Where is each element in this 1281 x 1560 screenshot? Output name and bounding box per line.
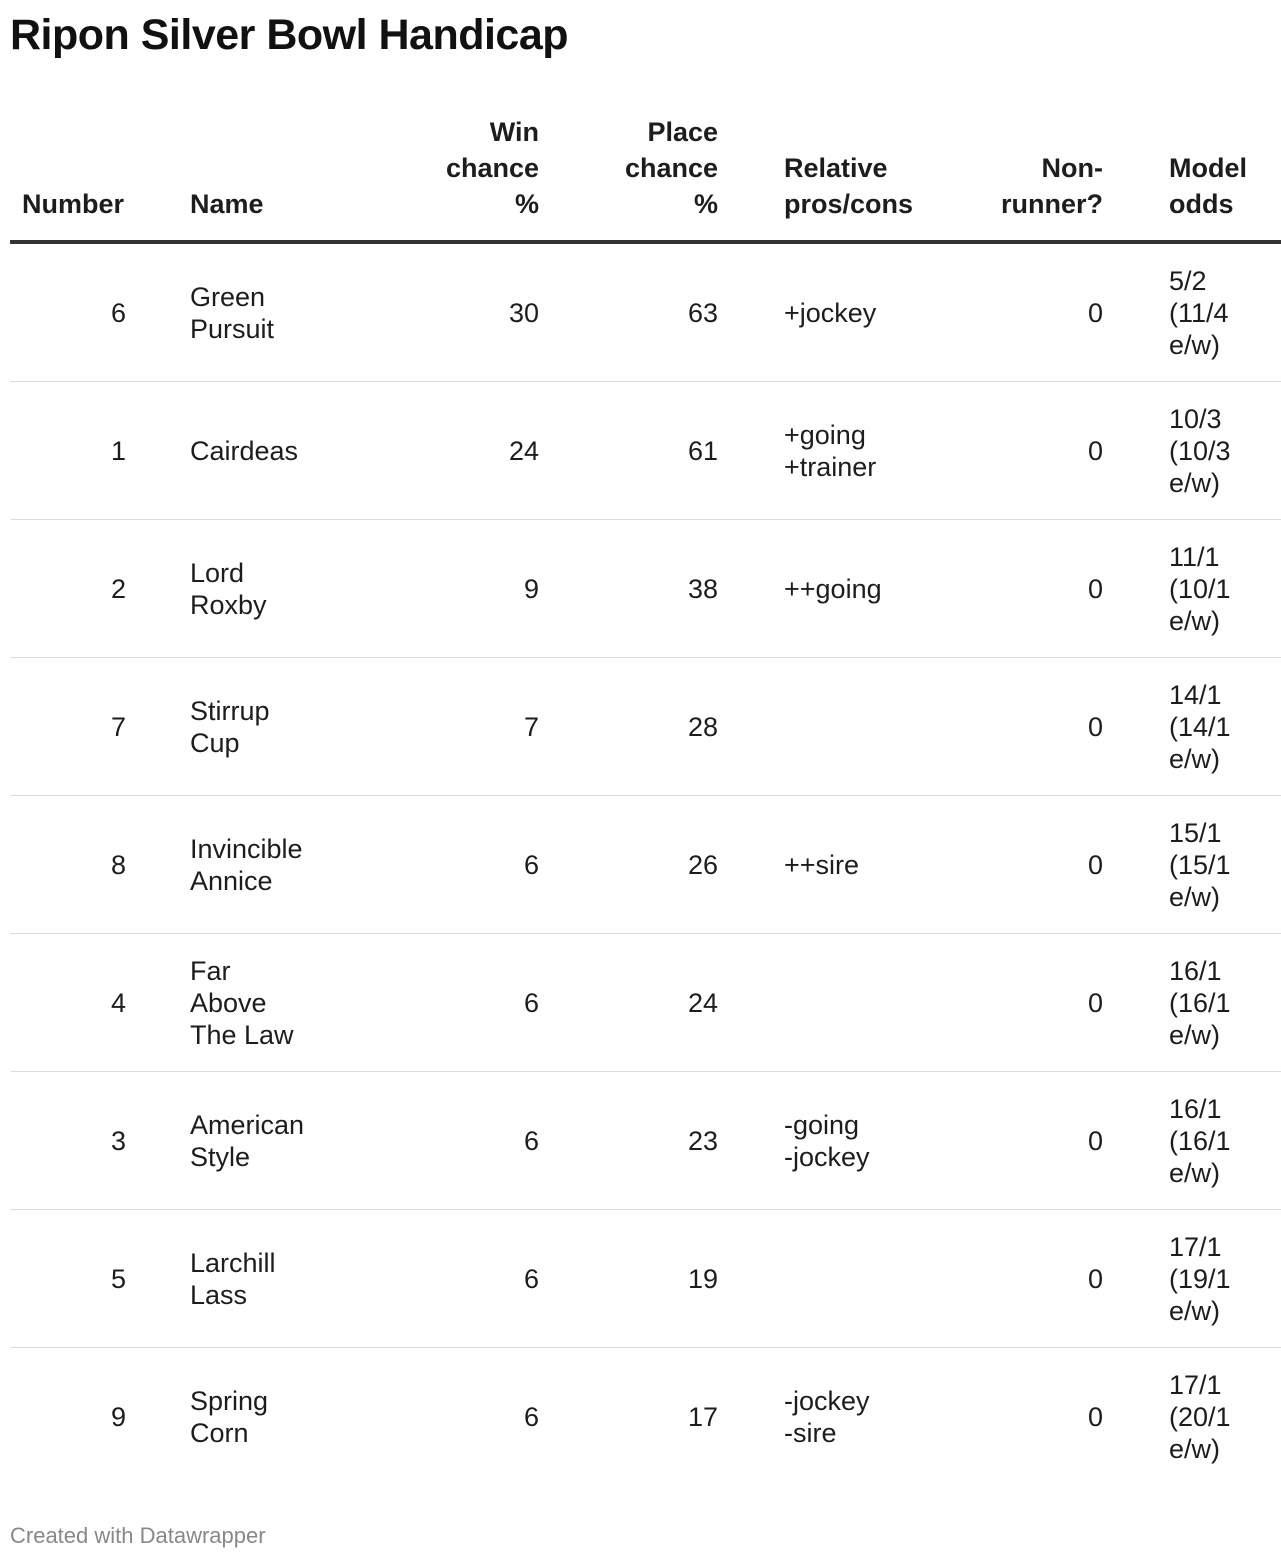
table-row — [10, 1348, 1281, 1486]
odds-table — [10, 114, 1281, 1485]
cell-non-runner: 0 — [936, 658, 1105, 796]
cell-place-chance: 24 — [541, 934, 720, 1072]
cell-non-runner: 0 — [1087, 1401, 1103, 1432]
cell-model-odds: 16/1 (16/1 e/w) — [1105, 934, 1281, 1072]
cell-non-runner: 0 — [936, 1072, 1105, 1210]
cell-place-chance: 26 — [541, 796, 720, 934]
cell-number: 1 — [10, 382, 126, 520]
cell-model-odds: 14/1 (14/1 e/w) — [1105, 658, 1281, 796]
cell-win-chance: 6 — [523, 1401, 539, 1432]
header-number[interactable]: Number — [10, 114, 126, 242]
cell-model-odds: 10/3 (10/3 e/w) — [1105, 382, 1281, 520]
header-place-chance[interactable]: Place chance % — [541, 114, 720, 242]
cell-place-chance: 23 — [541, 1072, 720, 1210]
credit-footer[interactable]: Created with Datawrapper — [10, 1523, 266, 1548]
cell-non-runner: 0 — [936, 242, 1105, 382]
cell-win-chance: 30 — [367, 242, 541, 382]
cell-win-chance: 6 — [367, 1210, 541, 1348]
cell-number: 3 — [10, 1072, 126, 1210]
cell-relative: ++going — [720, 520, 936, 658]
cell-model-odds: 17/1 (19/1 e/w) — [1105, 1210, 1281, 1348]
cell-model-odds: 11/1 (10/1 e/w) — [1105, 520, 1281, 658]
cell-relative: ++sire — [720, 796, 936, 934]
cell-name: Spring Corn — [190, 1385, 269, 1448]
cell-name: Far Above The Law — [126, 934, 367, 1072]
cell-relative — [720, 658, 936, 796]
table-row — [10, 934, 1281, 1072]
cell-number: 4 — [10, 934, 126, 1072]
cell-non-runner: 0 — [936, 382, 1105, 520]
table-body — [10, 242, 1281, 1485]
header-name[interactable]: Name — [126, 114, 367, 242]
cell-non-runner: 0 — [936, 796, 1105, 934]
table-header-row — [10, 114, 1281, 242]
table-row — [10, 382, 1281, 520]
cell-win-chance: 9 — [367, 520, 541, 658]
cell-model-odds: 15/1 (15/1 e/w) — [1105, 796, 1281, 934]
cell-name: Larchill Lass — [126, 1210, 367, 1348]
cell-win-chance: 24 — [367, 382, 541, 520]
cell-name: Lord Roxby — [126, 520, 367, 658]
chart-title: Ripon Silver Bowl Handicap — [10, 11, 569, 59]
cell-model-odds: 17/1 (20/1 e/w) — [1169, 1369, 1231, 1464]
header-relative[interactable]: Relative pros/cons — [720, 114, 936, 242]
cell-win-chance: 6 — [367, 1072, 541, 1210]
cell-place-chance: 17 — [687, 1401, 718, 1432]
cell-place-chance: 19 — [541, 1210, 720, 1348]
cell-place-chance: 38 — [541, 520, 720, 658]
table-row — [10, 242, 1281, 382]
table-row — [10, 796, 1281, 934]
cell-non-runner: 0 — [936, 934, 1105, 1072]
cell-number: 6 — [10, 242, 126, 382]
cell-name: American Style — [126, 1072, 367, 1210]
cell-number: 8 — [10, 796, 126, 934]
cell-model-odds: 5/2 (11/4 e/w) — [1105, 242, 1281, 382]
table-row — [10, 1210, 1281, 1348]
cell-non-runner: 0 — [936, 520, 1105, 658]
cell-name: Green Pursuit — [126, 242, 367, 382]
table-row — [10, 658, 1281, 796]
cell-win-chance: 6 — [367, 796, 541, 934]
table-row — [10, 1072, 1281, 1210]
cell-number: 9 — [110, 1401, 126, 1432]
cell-non-runner: 0 — [936, 1210, 1105, 1348]
cell-win-chance: 6 — [367, 934, 541, 1072]
cell-model-odds: 16/1 (16/1 e/w) — [1105, 1072, 1281, 1210]
header-non-runner[interactable]: Non- runner? — [936, 114, 1105, 242]
cell-place-chance: 28 — [541, 658, 720, 796]
cell-relative: -going -jockey — [720, 1072, 936, 1210]
cell-relative — [720, 1210, 936, 1348]
table-row — [10, 520, 1281, 658]
cell-number: 5 — [10, 1210, 126, 1348]
cell-name: Cairdeas — [126, 382, 367, 520]
cell-place-chance: 63 — [541, 242, 720, 382]
cell-name: Invincible Annice — [126, 796, 367, 934]
cell-relative: +going +trainer — [720, 382, 936, 520]
cell-relative: +jockey — [720, 242, 936, 382]
header-model-odds[interactable]: Model odds — [1105, 114, 1281, 242]
cell-relative — [720, 934, 936, 1072]
cell-win-chance: 7 — [367, 658, 541, 796]
cell-place-chance: 61 — [541, 382, 720, 520]
cell-number: 7 — [10, 658, 126, 796]
cell-name: Stirrup Cup — [126, 658, 367, 796]
cell-number: 2 — [10, 520, 126, 658]
cell-relative: -jockey -sire — [784, 1385, 870, 1448]
header-win-chance[interactable]: Win chance % — [367, 114, 541, 242]
